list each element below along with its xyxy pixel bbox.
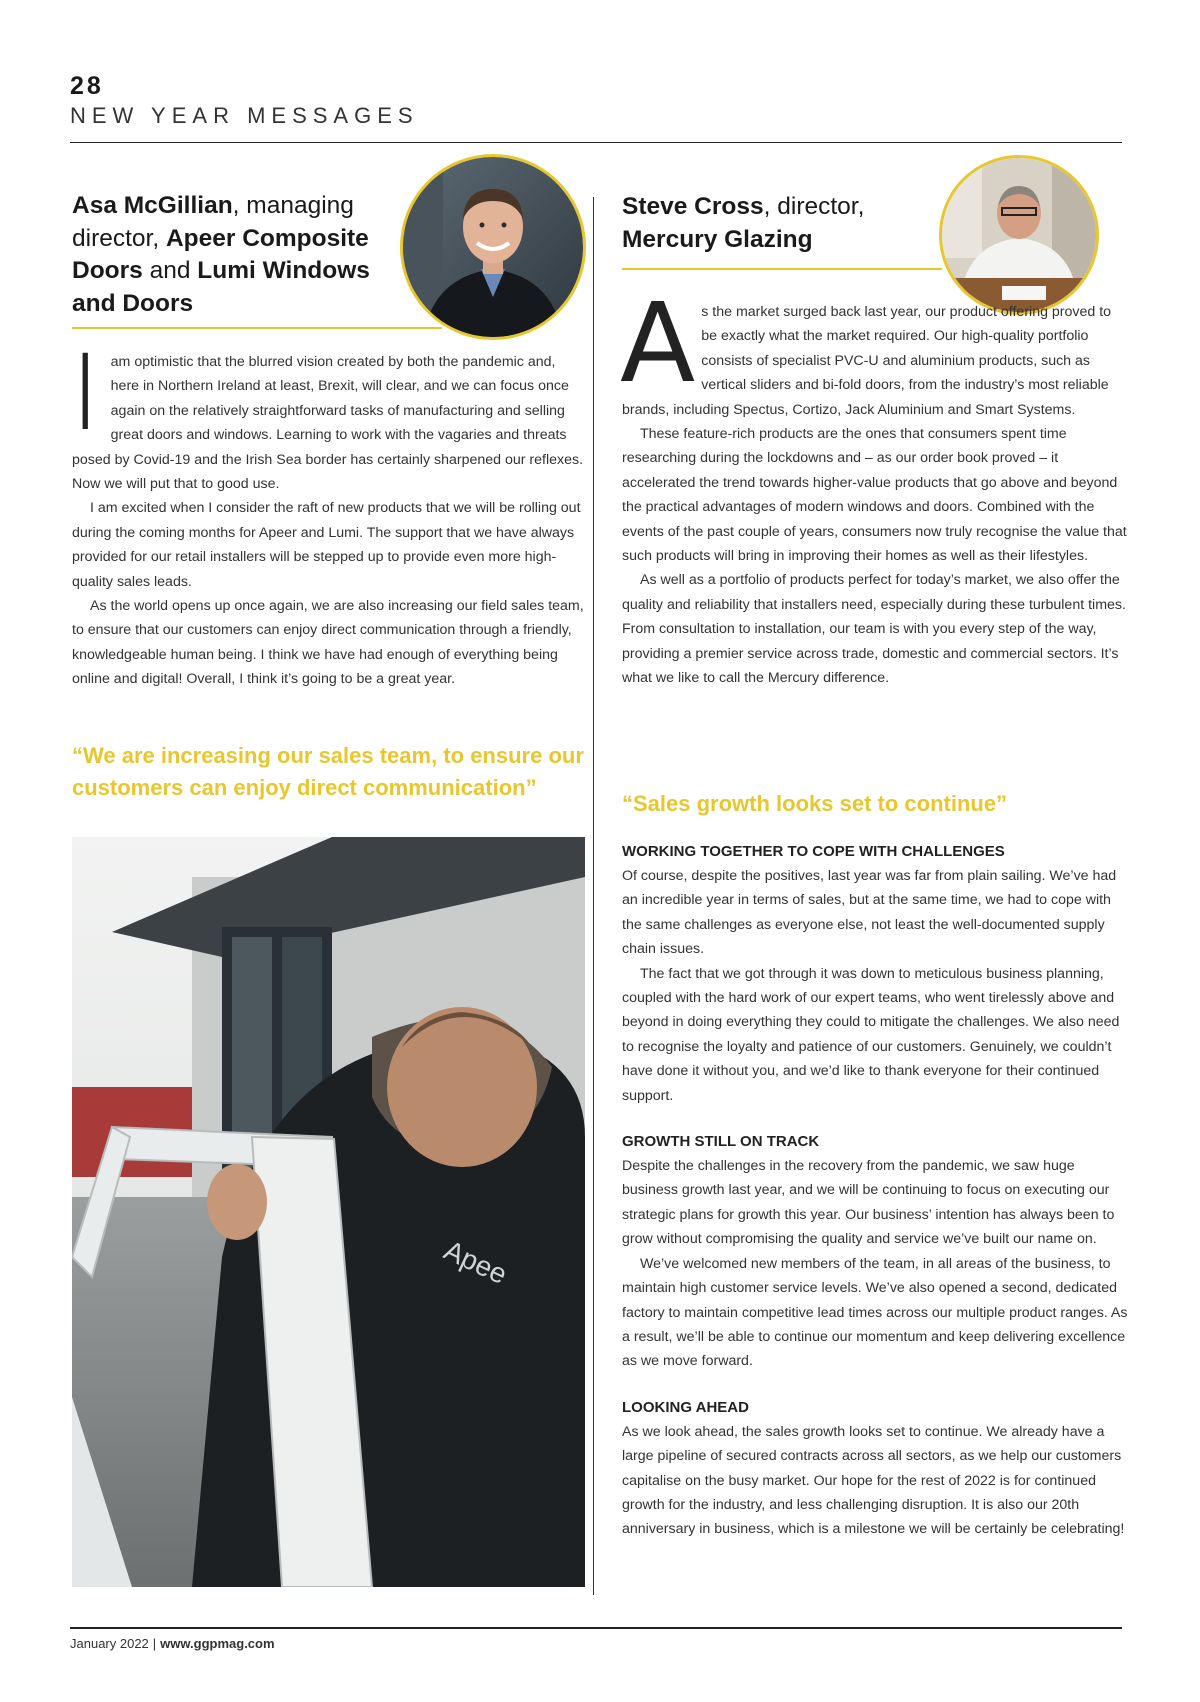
right-author-role: , director,	[763, 193, 865, 220]
left-company-1: Apeer Composite Doors	[72, 224, 369, 284]
page-header	[70, 72, 1122, 130]
section-2-paragraph-2: We’ve welcomed new members of the team, in all areas of the business, to maintain high customer service levels. We’ve also opened a second, dedicated factory to maintain competitive lead times across our multiple product ranges. As a result, we’ll be able to continue our momentum and keep delivering excellence as we move forward.	[622, 1255, 1128, 1370]
left-paragraph-1: Iam optimistic that the blurred vision created by both the pandemic and, here in Northern Ireland at least, Brexit, will clear, and we can focus once again on the relatively straightforward tasks of manufacturing and selling great doors and windows. Learning to work with the vagaries and threats posed by Covid-19 and the Irish Sea border has certainly sharpened our reflexes. Now we will put that to good use.	[70, 332, 584, 493]
apeer-jacket-logo: Apee	[439, 1234, 512, 1291]
right-dropcap: A	[620, 279, 696, 407]
footer-date: January 2022	[70, 1636, 149, 1651]
right-company: Mercury Glazing	[622, 225, 813, 253]
portrait-illustration-right	[942, 158, 1096, 312]
left-author-heading	[72, 190, 402, 320]
left-joiner: and	[142, 257, 198, 284]
right-article-body	[620, 279, 1128, 691]
footer-rule	[70, 1627, 1122, 1629]
subhead-working-together: WORKING TOGETHER TO COPE WITH CHALLENGES	[622, 843, 1005, 860]
photo-illustration	[72, 837, 585, 1587]
column-divider	[593, 197, 594, 1595]
section-3-paragraph-1: As we look ahead, the sales growth looks set to continue. We already have a large pipeline of secured contracts across all sectors, as we help our customers capitalise on the busy market. Our hope for the rest of 2022 is for continued growth for the industry, and less challenging disruption. It is also our 20th anniversary in business, which is a milestone we will be certainly be celebrating!	[622, 1423, 1125, 1538]
section-1-paragraph-2: The fact that we got through it was down to meticulous business planning, coupled with the hard work of our expert teams, who went tirelessly above and beyond in doing everything they could to mitigate the challenges. We also need to recognise the loyalty and patience of our customers. Genuinely, we couldn’t have done it without you, and we’d like to thank everyone for their continued support.	[622, 965, 1120, 1104]
right-article-sections	[622, 840, 1128, 1542]
left-author-name: Asa McGillian	[72, 192, 233, 219]
page-number: 28	[70, 72, 104, 100]
footer-separator: |	[152, 1636, 157, 1651]
page-footer	[70, 1636, 275, 1651]
subhead-growth-still-on-track: GROWTH STILL ON TRACK	[622, 1133, 820, 1151]
right-author-name: Steve Cross	[622, 193, 764, 220]
left-dropcap: I	[70, 332, 101, 454]
left-article-body	[70, 332, 584, 692]
left-heading-rule	[72, 327, 442, 329]
section-1-paragraph-1: Of course, despite the positives, last year was far from plain sailing. We’ve had an incredible year in terms of sales, but at the same time, we had to cope with the same challenges as everyone else, not least the well-documented supply chain issues.	[622, 868, 1117, 958]
left-paragraph-2: I am excited when I consider the raft of new products that we will be rolling out during the coming months for Apeer and Lumi. The support that we have always provided for our retail installers will be stepped up to provide even more high-quality sales leads.	[72, 500, 581, 590]
section-gap	[622, 1374, 1128, 1396]
subhead-looking-ahead: LOOKING AHEAD	[622, 1398, 749, 1416]
left-company-2: Lumi Windows and Doors	[72, 257, 370, 317]
right-paragraph-1: As the market surged back last year, our product offering proved to be exactly what the market required. Our high-quality portfolio consists of specialist PVC-U and aluminium products, such as vertical sliders and bi-fold doors, from the industry’s most reliable brands, including Spectus, Cortizo, Jack Aluminium and Smart Systems.	[620, 279, 1112, 418]
left-pull-quote: “We are increasing our sales team, to ensure our customers can enjoy direct communication”	[72, 743, 584, 800]
installer-with-window-frame-photo	[72, 837, 585, 1587]
header-rule	[70, 142, 1122, 143]
portrait-illustration	[403, 157, 583, 337]
right-pull-quote: “Sales growth looks set to continue”	[622, 791, 1008, 816]
steve-cross-portrait	[939, 155, 1099, 315]
right-heading-rule	[622, 268, 942, 270]
asa-mcgillian-portrait	[400, 154, 586, 340]
section-2-paragraph-1: Despite the challenges in the recovery from the pandemic, we saw huge business growth last year, and we will be continuing to focus on executing our strategic plans for growth this year. Our business’ intention has always been to grow without compromising the quality and service we’ve built our name on.	[622, 1158, 1115, 1248]
right-author-heading	[622, 191, 942, 256]
left-author-role: , managing director,	[72, 192, 354, 252]
section-gap	[622, 1108, 1128, 1130]
left-paragraph-3: As the world opens up once again, we are also increasing our field sales team, to ensure that our customers can enjoy direct communication through a friendly, knowledgeable human being. I think we have had enough of everything being online and digital! Overall, I think it’s going to be a great year.	[72, 598, 584, 688]
right-paragraph-2: These feature-rich products are the ones that consumers spent time researching during the lockdowns and – as our order book proved – it accelerated the trend towards higher-value products that go above and beyond the practical advantages of modern windows and doors. Combined with the events of the past couple of years, consumers now truly recognise the value that such products will bring in improving their homes as well as their lifestyles.	[622, 426, 1127, 565]
section-title: NEW YEAR MESSAGES	[70, 103, 419, 128]
right-paragraph-3: As well as a portfolio of products perfect for today’s market, we also offer the quality and reliability that installers need, especially during these turbulent times. From consultation to installation, our team is with you every step of the way, providing a premier service across trade, domestic and commercial sectors. It’s what we like to call the Mercury difference.	[622, 572, 1126, 687]
footer-website-link[interactable]: www.ggpmag.com	[160, 1636, 275, 1651]
